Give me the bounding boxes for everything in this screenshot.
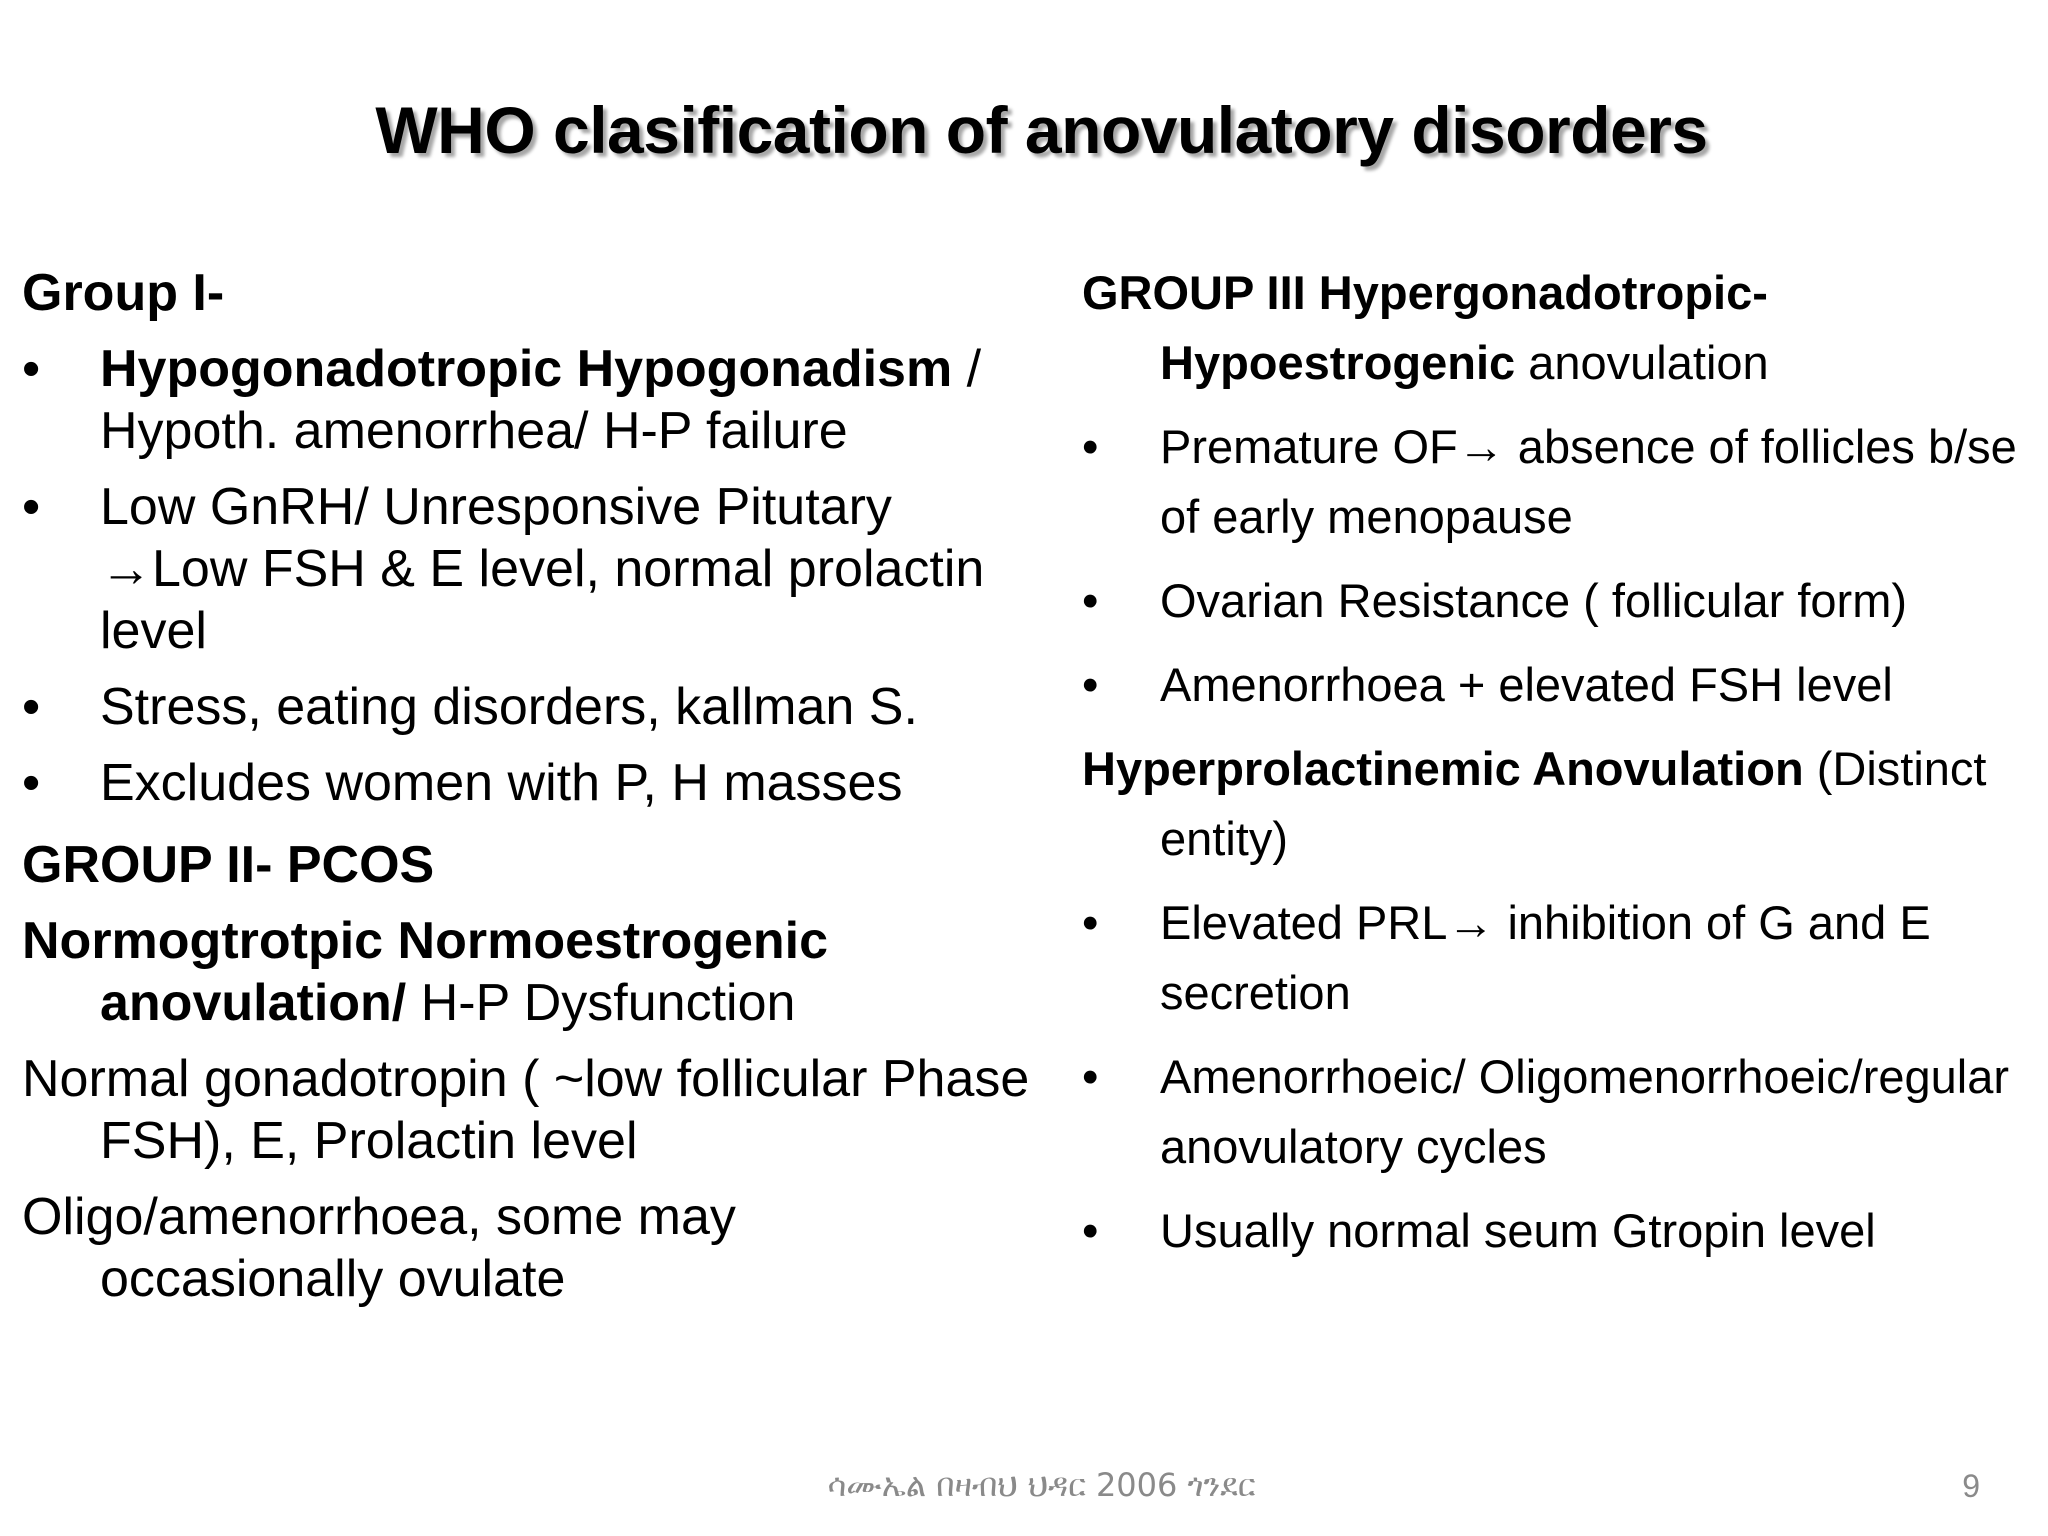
- group2-subheading: [22, 910, 1032, 1034]
- group2-heading: GROUP II- PCOS: [22, 836, 435, 894]
- bullet-icon: •: [22, 340, 41, 398]
- list-item: [1082, 412, 2042, 552]
- hyperprl-heading-bold: Hyperprolactinemic Anovulation: [1082, 742, 1804, 795]
- hyperprl-item-text: Elevated PRL→ inhibition of G and E secretion: [1160, 896, 1931, 1019]
- bullet-icon: •: [1082, 1050, 1099, 1103]
- group1-item-text: Stress, eating disorders, kallman S.: [100, 678, 918, 736]
- bullet-icon: •: [22, 754, 41, 812]
- group1-item-bold: Hypogonadotropic Hypogonadism: [100, 340, 953, 398]
- bullet-icon: •: [22, 478, 41, 536]
- group3-heading-bold: GROUP III Hypergonadotropic-Hypoestrogenic: [1082, 266, 1768, 389]
- left-column: [22, 262, 1032, 1310]
- list-item: [1082, 1196, 2042, 1266]
- group1-item-text: Low GnRH/ Unresponsive Pitutary →Low FSH & E level, normal prolactin level: [100, 478, 985, 660]
- group1-item-text: Excludes women with P, H masses: [100, 754, 903, 812]
- group2-paragraph: Normal gonadotropin ( ~low follicular Phase FSH), E, Prolactin level: [22, 1050, 1030, 1170]
- page-number: 9: [1962, 1468, 1980, 1504]
- list-item: [22, 752, 1032, 814]
- group2-paragraph: Oligo/amenorrhoea, some may occasionally ovulate: [22, 1188, 736, 1308]
- bullet-icon: •: [1082, 574, 1099, 627]
- list-item: [1082, 650, 2042, 720]
- hyperprl-item-text: Amenorrhoeic/ Oligomenorrhoeic/regular anovulatory cycles: [1160, 1050, 2010, 1173]
- group3-item-text: Amenorrhoea + elevated FSH level: [1160, 658, 1893, 711]
- list-item: [1082, 1042, 2042, 1182]
- bullet-icon: •: [1082, 896, 1099, 949]
- bullet-icon: •: [1082, 1204, 1099, 1257]
- slide-title: WHO clasification of anovulatory disorders: [375, 93, 1708, 167]
- group3-heading: [1082, 258, 2042, 398]
- hyperprl-item-text: Usually normal seum Gtropin level: [1160, 1204, 1876, 1257]
- slide-footer: ሳሙኤል በዛብህ ህዳር 2006 ጎንደር: [827, 1466, 1256, 1504]
- group2-subheading-text: H-P Dysfunction: [406, 974, 796, 1032]
- group2-subheading-bold: Normogtrotpic Normoestrogenic anovulation/: [22, 912, 829, 1032]
- list-item: [22, 476, 1032, 662]
- bullet-icon: •: [22, 678, 41, 736]
- group3-item-text: Ovarian Resistance ( follicular form): [1160, 574, 1907, 627]
- hyperprolactinemic-heading: [1082, 734, 2042, 874]
- right-column: [1082, 258, 2042, 1266]
- bullet-icon: •: [1082, 420, 1099, 473]
- hyperprl-heading-text: (Distinct entity): [1160, 742, 1987, 865]
- group1-item-text: / Hypoth. amenorrhea/ H-P failure: [100, 340, 982, 460]
- list-item: [1082, 888, 2042, 1028]
- list-item: [1082, 566, 2042, 636]
- list-item: [22, 338, 1032, 462]
- list-item: [22, 676, 1032, 738]
- group3-item-text: Premature OF→ absence of follicles b/se of early menopause: [1160, 420, 2017, 543]
- group3-heading-text: anovulation: [1515, 336, 1769, 389]
- bullet-icon: •: [1082, 658, 1099, 711]
- group1-heading: Group I-: [22, 264, 225, 322]
